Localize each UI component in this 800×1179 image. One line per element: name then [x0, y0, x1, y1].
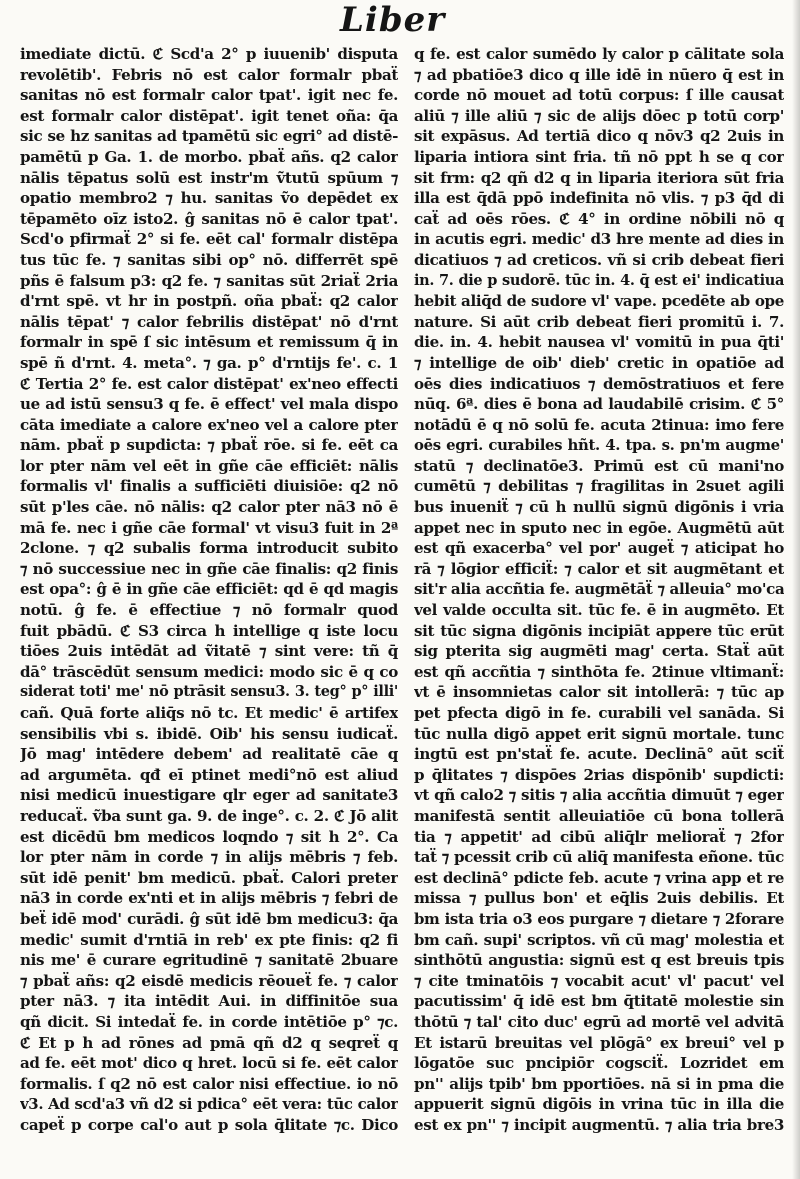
- text-line: revolētib'. Febris nō est calor formalr pbaẗ: [20, 65, 398, 84]
- text-line: caẗ ad oēs rōes. ℭ 4° in ordine nōbili nō q: [414, 209, 784, 228]
- text-line: oēs egri. curabiles hñt. 4. tpa. s. pn'm augme': [414, 436, 784, 455]
- text-line: ⁊ nō successiue nec in gñe cāe finalis: q2 finis: [20, 559, 398, 578]
- text-line: manifestā sentit alleuiatiōe cū bona tollerā: [414, 806, 784, 825]
- text-line: dicatiuos ⁊ ad creticos. vñ si crib debeat fieri: [414, 250, 784, 269]
- text-line: cāta imediate a calore ex'neo vel a calore pter: [20, 415, 398, 434]
- text-line: capeẗ p corpe cal'o aut p sola q̄litate ⁊c. Dico: [20, 1115, 398, 1134]
- text-line: vt qñ calo2 ⁊ sitis ⁊ alia accñtia dimuūt ⁊ eger: [414, 786, 784, 805]
- text-line: siderat toti' me' nō ptrāsit sensu3. 3. teg° p° illi': [20, 683, 398, 701]
- page-edge-shadow: [792, 0, 800, 1179]
- text-line: est opa°: ĝ ē in gñe cāe efficiēt: qd ē qd magis: [20, 580, 398, 599]
- text-line: rā ⁊ lōgior efficiẗ: ⁊ calor et sit augmētant et: [414, 559, 784, 578]
- text-line: v3. Ad scd'a3 vñ d2 si pdica° eēt vera: tūc calor: [20, 1095, 398, 1114]
- text-line: d'rnt spē. vt hr in postpñ. oña pbaẗ: q2 calor: [20, 292, 398, 311]
- text-line: pet pfecta digō in fe. curabili vel sanāda. Si: [414, 704, 784, 722]
- text-line: medic' sumit d'rntiā in reb' ex pte finis: q2 fi: [20, 930, 398, 949]
- text-line: lor pter nām vel eēt in gñe cāe efficiēt: nālis: [20, 456, 398, 475]
- text-line: ℭ Tertia 2° fe. est calor distēpat' ex'neo effecti: [20, 374, 398, 393]
- text-line: Et istarū breuitas vel plōgā° ex breui° vel p: [414, 1033, 784, 1052]
- text-line: reducaẗ. ṽba sunt ga. 9. de inge°. c. 2. ℭ Jō alit: [20, 806, 398, 825]
- text-line: cañ. Quā forte aliq̄s nō tc. Et medic' ē artifex: [20, 704, 398, 722]
- text-line: appet nec in sputo nec in egōe. Augmētū aūt: [414, 518, 784, 537]
- text-line: nālis tēpatus solū est instr'm ṽtutū spūum ⁊: [20, 168, 398, 187]
- text-line: pn'' alijs tpib' bm pportiōes. nā si in pma die: [414, 1074, 784, 1093]
- text-line: opatio membro2 ⁊ hu. sanitas ṽo depēdet ex: [20, 189, 398, 208]
- text-line: nature. Si aūt crib debeat fieri promitū i. 7.: [414, 312, 784, 331]
- text-line: nā3 in corde ex'nti et in alijs mēbris ⁊ febri de: [20, 889, 398, 908]
- text-line: in. 7. die p sudorē. tūc in. 4. q̄ est ei' indicatiua: [414, 271, 784, 289]
- text-line: illa est q̄dā ppō indefinita nō vlis. ⁊ p3 q̄d di: [414, 189, 784, 208]
- text-line: p q̄litates ⁊ dispōes 2rias dispōnib' supdicti:: [414, 765, 784, 784]
- text-line: sit'r alia accñtia fe. augmētāẗ ⁊ alleuia° mo'ca: [414, 580, 784, 599]
- text-line: lor pter nām in corde ⁊ in alijs mēbris ⁊ feb.: [20, 848, 398, 867]
- text-line: liparia intiora sint fria. tñ nō ppt h se q cor: [414, 147, 784, 166]
- text-line: spē ñ d'rnt. 4. meta°. ⁊ ga. p° d'rntijs fe'. c. 1: [20, 353, 398, 372]
- text-line: nām. pbaẗ p supdicta: ⁊ pbaẗ rōe. si fe. eēt ca: [20, 436, 398, 455]
- text-line: vt ē insomnietas calor sit intollerā: ⁊ tūc ap: [414, 683, 784, 702]
- text-line: sūt p'les cāe. nō nālis: q2 calor pter nā3 nō ē: [20, 498, 398, 517]
- text-line: nālis tēpat' ⁊ calor febrilis distēpat' nō d'rnt: [20, 312, 398, 331]
- text-line: dā° trāscēdūt sensum medici: modo sic ē q co: [20, 662, 398, 681]
- text-line: ⁊ ad pbatiōe3 dico q ille idē in nūero q̄ est in: [414, 65, 784, 84]
- text-line: sig pterita sig augmēti mag' certa. Staẗ aūt: [414, 642, 784, 661]
- text-line: cumētū ⁊ debilitas ⁊ fragilitas in 2suet agili: [414, 477, 784, 496]
- text-line: Jō mag' intēdere debem' ad realitatē cāe q: [20, 745, 398, 764]
- text-line: sūt idē penit' bm medicū. pbaẗ. Calori preter: [20, 868, 398, 887]
- text-line: sic se hz sanitas ad tpamētū sic egri° ad distē-: [20, 127, 398, 146]
- text-line: pter nā3. ⁊ ita intēdit Aui. in diffinitōe sua: [20, 992, 398, 1011]
- text-line: notū. ĝ fe. ē effectiue ⁊ nō formalr quod: [20, 601, 398, 620]
- text-line: ingtū est pn'staẗ fe. acute. Declinā° aūt sciẗ: [414, 745, 784, 764]
- text-line: thōtū ⁊ tal' cito duc' egrū ad mortē vel advitā: [414, 1012, 784, 1031]
- text-line: est declinā° pdicte feb. acute ⁊ vrina app et re: [414, 868, 784, 887]
- text-line: nisi medicū inuestigare qlr eger ad sanitate3: [20, 786, 398, 805]
- text-line: die. in. 4. hebit nausea vl' vomitū in pua q̄ti': [414, 333, 784, 352]
- text-line: tiōes 2uis intēdāt ad ṽitatē ⁊ sint vere: tñ q̄: [20, 642, 398, 661]
- text-line: tēpamēto oīz isto2. ĝ sanitas nō ē calor tpat'.: [20, 209, 398, 228]
- text-line: est ex pn'' ⁊ incipit augmentū. ⁊ alia tria bre3: [414, 1115, 784, 1134]
- text-line: tus tūc fe. ⁊ sanitas sibi op° nō. differrēt spē: [20, 250, 398, 269]
- text-line: hebit aliq̄d de sudore vl' vape. pcedēte ab ope: [414, 292, 784, 311]
- text-line: tia ⁊ appetit' ad cibū aliq̄lr melioraẗ ⁊ 2for: [414, 827, 784, 846]
- text-line: formalis. ſ q2 nō est calor nisi effectiue. io nō: [20, 1074, 398, 1093]
- text-line: sensibilis vbi s. ibidē. Oib' his sensu iudicaẗ.: [20, 724, 398, 743]
- text-line: formalis vl' finalis a sufficiēti diuisiōe: q2 nō: [20, 477, 398, 496]
- text-line: pacutissim' q̄ idē est bm q̄titatē molestie sin: [414, 992, 784, 1011]
- text-line: qñ dicit. Si intedaẗ fe. in corde intētiōe p° ⁊c.: [20, 1012, 398, 1031]
- text-line: missa ⁊ pullus bon' et eq̄lis 2uis debilis. Et: [414, 889, 784, 908]
- text-line: ue ad istū sensu3 q fe. ē effect' vel mala dispo: [20, 395, 398, 414]
- text-line: tūc nulla digō appet erit signū mortale. tunc: [414, 724, 784, 743]
- text-line: formalr in spē ſ sic intēsum et remissum q̄ in: [20, 333, 398, 352]
- text-line: imediate dictū. ℭ Scd'a 2° p iuuenib' disputa: [20, 45, 398, 63]
- text-line: vel valde occulta sit. tūc fe. ē in augmēto. Et: [414, 601, 784, 620]
- text-line: oēs dies indicatiuos ⁊ demōstratiuos et fere: [414, 374, 784, 393]
- text-line: sit expāsus. Ad tertiā dico q nōv3 q2 2uis in: [414, 127, 784, 146]
- text-line: mā fe. nec i gñe cāe formal' vt visu3 fuit in 2ª: [20, 518, 398, 537]
- text-line: nūq. 6ª. dies ē bona ad laudabilē crisim. ℭ 5°: [414, 395, 784, 414]
- text-line: sinthōtū angustia: signū est q est breuis tpis: [414, 951, 784, 970]
- page-stamp: [22, 4, 182, 26]
- text-line: aliū ⁊ ille aliū ⁊ sic de alijs dōec p totū corp': [414, 106, 784, 125]
- text-line: fuit pbādū. ℭ S3 circa h intellige q iste locu: [20, 621, 398, 640]
- text-line: bus inueniẗ ⁊ cū h nullū signū digōnis i vria: [414, 498, 784, 517]
- text-line: q fe. est calor sumēdo ly calor p cālitate sola: [414, 45, 784, 63]
- text-line: ⁊ cite tminatōis ⁊ vocabit acut' vl' pacut' vel: [414, 971, 784, 990]
- text-line: est formalr calor distēpat'. igit tenet oña: q̄a: [20, 106, 398, 125]
- text-line: ⁊ intellige de oib' dieb' cretic in opatiōe ad: [414, 353, 784, 372]
- text-line: pñs ē falsum p3: q2 fe. ⁊ sanitas sūt 2riaẗ 2ria: [20, 271, 398, 290]
- text-line: sanitas nō est formalr calor tpat'. igit nec fe.: [20, 86, 398, 105]
- text-line: bm cañ. supi' scriptos. vñ cū mag' molestia et: [414, 930, 784, 949]
- text-line: beẗ idē mod' curādi. ĝ sūt idē bm medicu3: q̄a: [20, 909, 398, 928]
- text-line: lōgatōe suc pncipiōr cogsciẗ. Lozridet em: [414, 1054, 784, 1073]
- text-line: ⁊ pbaẗ añs: q2 eisdē medicis rēoueẗ fe. ⁊ calor: [20, 971, 398, 990]
- text-line: taẗ ⁊ pcessit crib cū aliq̄ manifesta eñone. tūc: [414, 848, 784, 867]
- text-line: corde nō mouet ad totū corpus: ſ ille causat: [414, 86, 784, 105]
- text-line: ad argumēta. qđ eī ptinet medi°nō est aliud: [20, 765, 398, 784]
- text-line: est qñ accñtia ⁊ sinthōta fe. 2tinue vltimanẗ:: [414, 662, 784, 681]
- text-line: sit frm: q2 qñ d2 q in liparia iteriora sūt fria: [414, 168, 784, 187]
- text-line: statū ⁊ declinatōe3. Primū est cū mani'no: [414, 456, 784, 475]
- right-column: [414, 44, 784, 1169]
- text-line: notādū ē q nō solū fe. acuta 2tinua: imo fere: [414, 415, 784, 434]
- text-line: bm ista tria o3 eos purgare ⁊ dietare ⁊ 2forare: [414, 909, 784, 928]
- text-line: est qñ exacerba° vel por' augeẗ ⁊ aticipat ho: [414, 539, 784, 558]
- text-line: appuerit signū digōis in vrina tūc in illa die: [414, 1095, 784, 1114]
- show-through-ghost: [465, 4, 525, 34]
- left-column: [20, 44, 398, 1169]
- text-line: est dicēdū bm medicos loqndo ⁊ sit h 2°. Ca: [20, 827, 398, 846]
- text-line: sit tūc signa digōnis incipiāt appere tūc erūt: [414, 621, 784, 640]
- text-line: pamētū p Ga. 1. de morbo. pbaẗ añs. q2 calor: [20, 147, 398, 166]
- text-line: Scd'o pfirmaẗ 2° si fe. eēt cal' formalr distēpa: [20, 230, 398, 249]
- running-head: Liber: [340, 0, 446, 40]
- text-line: ℭ Et p h ad rōnes ad pmā qñ d2 q seqreẗ q: [20, 1033, 398, 1052]
- text-line: nis me' ē curare egritudinē ⁊ sanitatē 2buare: [20, 951, 398, 970]
- text-line: 2clone. ⁊ q2 subalis forma introducit subito: [20, 539, 398, 558]
- text-line: ad fe. eēt mot' dico q hret. locū si fe. eēt calor: [20, 1054, 398, 1073]
- text-line: in acutis egri. medic' d3 hre mente ad dies in: [414, 230, 784, 249]
